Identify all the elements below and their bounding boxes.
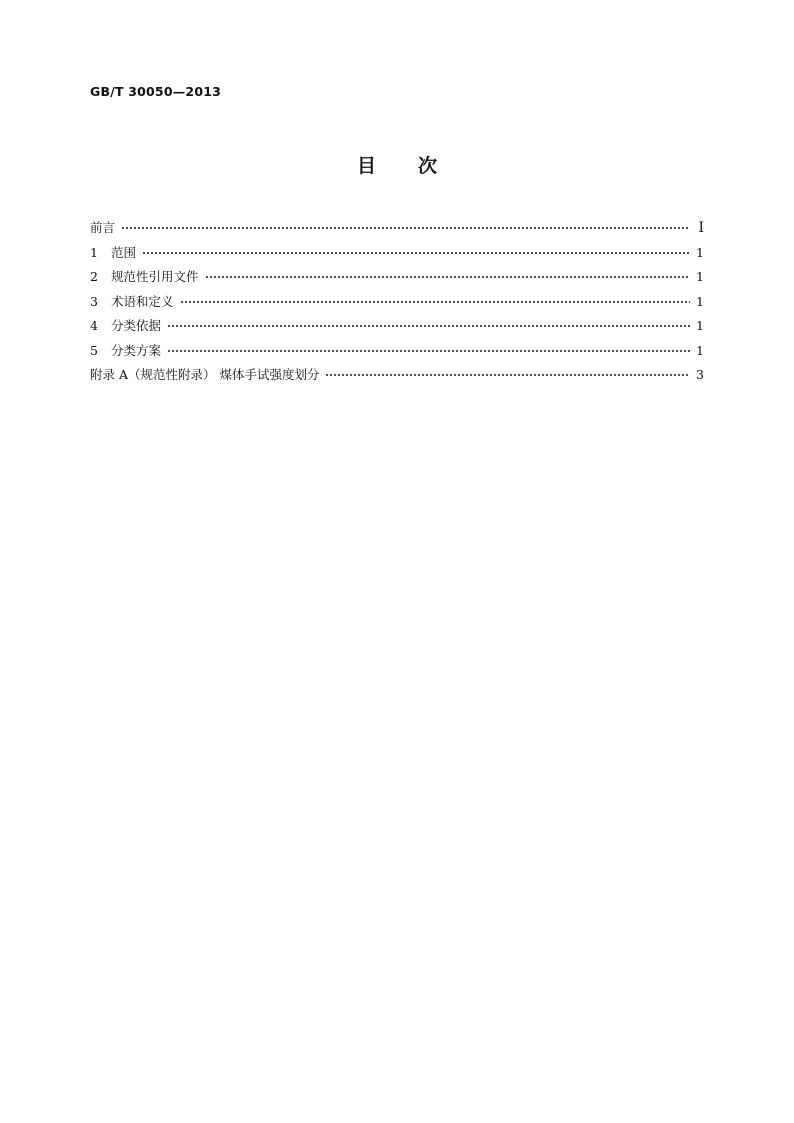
toc-entry-appendix-a[interactable] (90, 363, 704, 388)
toc-entry-page: I (698, 220, 704, 236)
toc-entry-number: 4 (90, 318, 98, 333)
toc-entry-scope[interactable] (90, 241, 704, 266)
toc-entry-text: 分类方案 (111, 342, 162, 358)
toc-entry-text: 术语和定义 (111, 293, 174, 309)
toc-title-char-1: 目 (356, 155, 376, 177)
toc-entry-number: 1 (90, 244, 98, 260)
toc-entry-page: 1 (696, 269, 704, 284)
toc-entry-classification-basis[interactable] (90, 314, 704, 339)
toc-entry-page: 1 (696, 318, 704, 333)
toc-entry-page: 1 (696, 342, 704, 358)
toc-leader-dots (167, 325, 690, 327)
toc-leader-dots (142, 252, 690, 254)
toc-leader-dots (180, 301, 690, 303)
toc-title-char-2: 次 (418, 155, 438, 177)
toc-leader-dots (325, 374, 690, 376)
toc-entry-number: 2 (90, 269, 98, 284)
toc-entry-text: 分类依据 (111, 318, 162, 333)
toc-entry-text: 范围 (111, 244, 137, 260)
toc-leader-dots (167, 350, 690, 352)
toc-entry-number: 3 (90, 293, 98, 309)
toc-entry-number: 5 (90, 342, 98, 358)
toc-entry-page: 1 (696, 293, 704, 309)
toc-entry-normative-references[interactable] (90, 265, 704, 290)
toc-entry-foreword[interactable] (90, 216, 704, 241)
toc-title (0, 151, 794, 178)
toc-entry-page: 3 (696, 367, 704, 382)
toc-entry-page: 1 (696, 244, 704, 260)
toc-leader-dots (205, 276, 690, 278)
toc-leader-dots (121, 227, 690, 229)
toc-entry-text: 规范性引用文件 (111, 269, 199, 284)
toc-entry-classification-scheme[interactable] (90, 339, 704, 364)
toc-entry-text: 前言 (90, 220, 116, 235)
toc-list (90, 216, 704, 388)
toc-entry-text: 附录 A（规范性附录） 煤体手试强度划分 (90, 367, 320, 382)
document-code: GB/T 30050—2013 (90, 84, 222, 99)
toc-entry-terms-definitions[interactable] (90, 290, 704, 315)
